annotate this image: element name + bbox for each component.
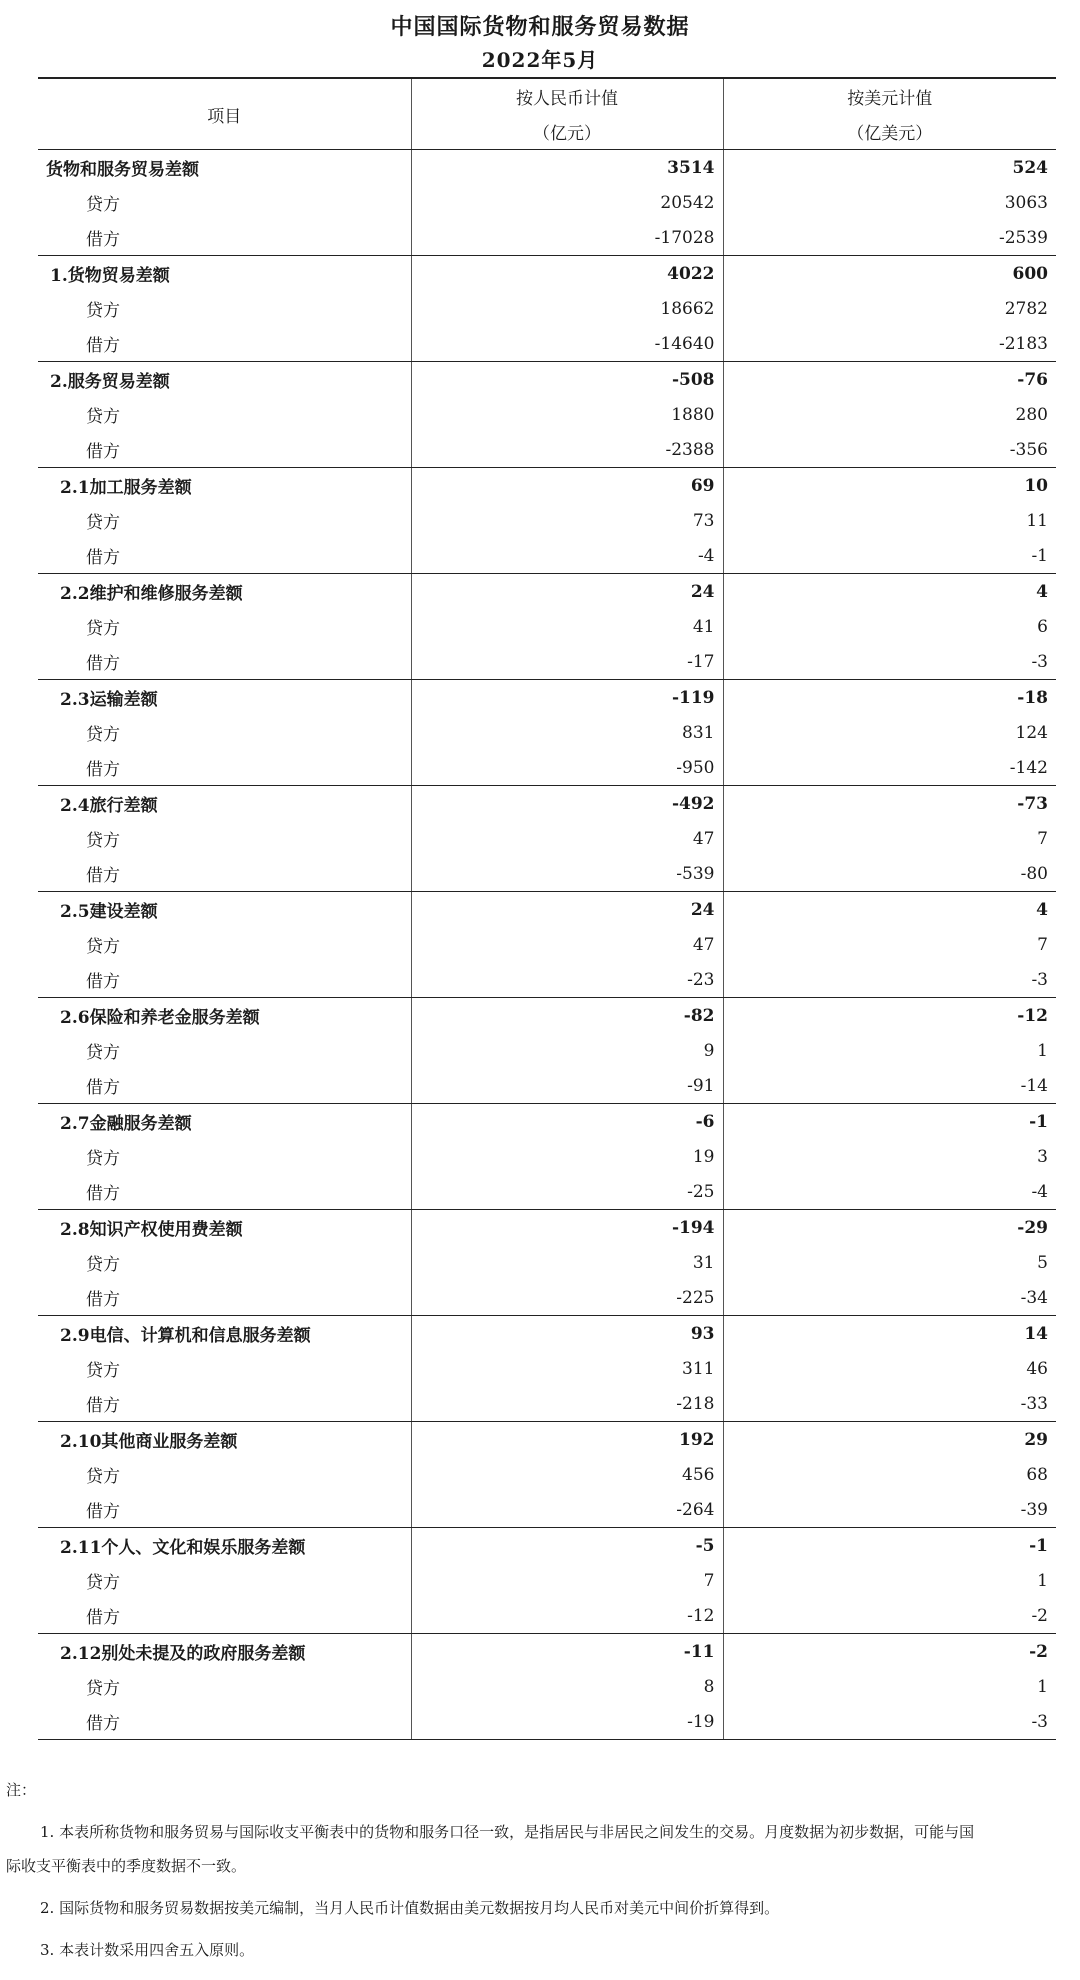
row-label: 借方: [38, 1068, 411, 1104]
row-label: 借方: [38, 1704, 411, 1740]
row-label: 2.11个人、文化和娱乐服务差额: [38, 1528, 411, 1564]
usd-value: 3: [1037, 1146, 1048, 1167]
debit-row: [38, 326, 1056, 362]
row-label: 贷方: [38, 1457, 411, 1492]
usd-value: -4: [723, 1174, 1056, 1210]
rmb-value: 19: [411, 1139, 723, 1174]
usd-value: 46: [1026, 1358, 1048, 1379]
row-label: 贷方: [38, 1245, 411, 1280]
note-1-continuation: 际收支平衡表中的季度数据不一致。: [6, 1857, 247, 1875]
debit-row: [38, 644, 1056, 680]
rmb-value: 24: [411, 574, 723, 610]
usd-value: -34: [723, 1280, 1056, 1316]
debit-row: [38, 1174, 1056, 1210]
row-label: 贷方: [38, 503, 411, 538]
table-header-row: [38, 78, 1056, 114]
debit-row: [38, 1386, 1056, 1422]
rmb-value: 311: [411, 1351, 723, 1386]
usd-value: -33: [723, 1386, 1056, 1422]
rmb-value: -19: [411, 1704, 723, 1740]
note-2: 2. 国际货物和服务贸易数据按美元编制，当月人民币计值数据由美元数据按月均人民币对美元中间价折算得到。: [40, 1899, 780, 1917]
usd-value: -39: [723, 1492, 1056, 1528]
debit-row: [38, 962, 1056, 998]
usd-value: -2539: [723, 220, 1056, 256]
row-label: 借方: [38, 1174, 411, 1210]
rmb-value: 192: [411, 1422, 723, 1458]
credit-row: [38, 185, 1056, 220]
table-body: [38, 150, 1056, 1740]
row-label: 贷方: [38, 185, 411, 220]
usd-value: 3063: [1004, 192, 1048, 213]
rmb-value: -264: [411, 1492, 723, 1528]
row-label: 2.12别处未提及的政府服务差额: [38, 1634, 411, 1670]
row-label: 1.货物贸易差额: [38, 256, 411, 292]
row-label: 货物和服务贸易差额: [38, 150, 411, 186]
credit-row: [38, 821, 1056, 856]
credit-row: [38, 715, 1056, 750]
rmb-value: 1880: [411, 397, 723, 432]
row-label: 2.7金融服务差额: [38, 1104, 411, 1140]
usd-value: -3: [723, 644, 1056, 680]
row-label: 贷方: [38, 1669, 411, 1704]
rmb-value: -539: [411, 856, 723, 892]
rmb-value: -950: [411, 750, 723, 786]
usd-value: 600: [1012, 263, 1048, 284]
credit-row: [38, 291, 1056, 326]
row-label: 借方: [38, 538, 411, 574]
rmb-value: -4: [411, 538, 723, 574]
rmb-value: -119: [411, 680, 723, 716]
usd-value: -18: [1017, 687, 1048, 708]
balance-row: [38, 892, 1056, 928]
usd-value: 4: [1036, 581, 1048, 602]
credit-row: [38, 927, 1056, 962]
rmb-value: -6: [411, 1104, 723, 1140]
rmb-value: -508: [411, 362, 723, 398]
usd-value: -142: [723, 750, 1056, 786]
usd-value: 11: [1026, 510, 1048, 531]
row-label: 借方: [38, 1386, 411, 1422]
row-label: 贷方: [38, 1033, 411, 1068]
usd-value: 7: [1037, 828, 1048, 849]
row-label: 2.5建设差额: [38, 892, 411, 928]
balance-row: [38, 1104, 1056, 1140]
usd-value: -1: [723, 538, 1056, 574]
rmb-value: 9: [411, 1033, 723, 1068]
balance-row: [38, 256, 1056, 292]
rmb-value: -25: [411, 1174, 723, 1210]
usd-value: -80: [723, 856, 1056, 892]
usd-value: 1: [1037, 1676, 1048, 1697]
rmb-value: -14640: [411, 326, 723, 362]
row-label: 借方: [38, 856, 411, 892]
debit-row: [38, 750, 1056, 786]
usd-value: -1: [1029, 1535, 1048, 1556]
header-item: 项目: [38, 78, 411, 150]
usd-value: 2782: [1004, 298, 1048, 319]
balance-row: [38, 574, 1056, 610]
debit-row: [38, 1492, 1056, 1528]
row-label: 2.服务贸易差额: [38, 362, 411, 398]
row-label: 贷方: [38, 291, 411, 326]
rmb-value: 69: [411, 468, 723, 504]
credit-row: [38, 1457, 1056, 1492]
row-label: 借方: [38, 326, 411, 362]
balance-row: [38, 1528, 1056, 1564]
rmb-value: -12: [411, 1598, 723, 1634]
rmb-value: 456: [411, 1457, 723, 1492]
page-title: 中国国际货物和服务贸易数据: [390, 14, 690, 40]
usd-value: 68: [1026, 1464, 1048, 1485]
balance-row: [38, 468, 1056, 504]
usd-value: -3: [723, 962, 1056, 998]
rmb-value: 47: [411, 927, 723, 962]
row-label: 贷方: [38, 715, 411, 750]
row-label: 2.2维护和维修服务差额: [38, 574, 411, 610]
usd-value: 280: [1015, 404, 1048, 425]
usd-value: -2: [723, 1598, 1056, 1634]
credit-row: [38, 1139, 1056, 1174]
credit-row: [38, 397, 1056, 432]
rmb-value: -492: [411, 786, 723, 822]
credit-row: [38, 1245, 1056, 1280]
rmb-value: -17028: [411, 220, 723, 256]
rmb-value: -23: [411, 962, 723, 998]
usd-value: 1: [1037, 1040, 1048, 1061]
row-label: 2.1加工服务差额: [38, 468, 411, 504]
usd-value: -29: [1017, 1217, 1048, 1238]
credit-row: [38, 609, 1056, 644]
rmb-value: 47: [411, 821, 723, 856]
credit-row: [38, 1033, 1056, 1068]
balance-row: [38, 1316, 1056, 1352]
balance-row: [38, 1210, 1056, 1246]
usd-value: 10: [1024, 475, 1048, 496]
rmb-value: -82: [411, 998, 723, 1034]
notes-label: 注：: [6, 1781, 37, 1799]
row-label: 借方: [38, 962, 411, 998]
usd-value: 4: [1036, 899, 1048, 920]
usd-value: 14: [1024, 1323, 1048, 1344]
usd-value: -3: [723, 1704, 1056, 1740]
rmb-value: 31: [411, 1245, 723, 1280]
header-usd: 按美元计值: [723, 78, 1056, 114]
balance-row: [38, 998, 1056, 1034]
balance-row: [38, 680, 1056, 716]
rmb-value: 20542: [411, 185, 723, 220]
debit-row: [38, 1704, 1056, 1740]
row-label: 借方: [38, 432, 411, 468]
usd-value: 7: [1037, 934, 1048, 955]
rmb-value: -11: [411, 1634, 723, 1670]
row-label: 贷方: [38, 927, 411, 962]
rmb-value: -91: [411, 1068, 723, 1104]
usd-value: -76: [1017, 369, 1048, 390]
row-label: 贷方: [38, 1139, 411, 1174]
usd-value: -12: [1017, 1005, 1048, 1026]
credit-row: [38, 1563, 1056, 1598]
balance-row: [38, 1422, 1056, 1458]
rmb-value: -5: [411, 1528, 723, 1564]
balance-row: [38, 1634, 1056, 1670]
row-label: 2.9电信、计算机和信息服务差额: [38, 1316, 411, 1352]
rmb-value: -218: [411, 1386, 723, 1422]
row-label: 2.3运输差额: [38, 680, 411, 716]
header-usd-unit: （亿美元）: [723, 114, 1056, 150]
row-label: 借方: [38, 220, 411, 256]
credit-row: [38, 1351, 1056, 1386]
rmb-value: 4022: [411, 256, 723, 292]
rmb-value: 93: [411, 1316, 723, 1352]
row-label: 2.8知识产权使用费差额: [38, 1210, 411, 1246]
balance-row: [38, 150, 1056, 186]
debit-row: [38, 856, 1056, 892]
debit-row: [38, 538, 1056, 574]
row-label: 贷方: [38, 397, 411, 432]
usd-value: 524: [1012, 157, 1048, 178]
rmb-value: -194: [411, 1210, 723, 1246]
trade-data-table: [38, 77, 1056, 1740]
row-label: 2.4旅行差额: [38, 786, 411, 822]
row-label: 借方: [38, 1492, 411, 1528]
row-label: 借方: [38, 1280, 411, 1316]
rmb-value: 24: [411, 892, 723, 928]
row-label: 2.6保险和养老金服务差额: [38, 998, 411, 1034]
rmb-value: 73: [411, 503, 723, 538]
usd-value: 6: [1037, 616, 1048, 637]
usd-value: 5: [1037, 1252, 1048, 1273]
usd-value: -2183: [723, 326, 1056, 362]
credit-row: [38, 1669, 1056, 1704]
rmb-value: -2388: [411, 432, 723, 468]
usd-value: -1: [1029, 1111, 1048, 1132]
rmb-value: 3514: [411, 150, 723, 186]
rmb-value: 8: [411, 1669, 723, 1704]
rmb-value: 41: [411, 609, 723, 644]
row-label: 贷方: [38, 821, 411, 856]
header-rmb-unit: （亿元）: [411, 114, 723, 150]
note-1: 1. 本表所称货物和服务贸易与国际收支平衡表中的货物和服务口径一致，是指居民与非居民之间发生的交易。月度数据为初步数据，可能与国: [40, 1823, 975, 1841]
page-subtitle: 2022年5月: [481, 48, 599, 72]
debit-row: [38, 1068, 1056, 1104]
usd-value: 124: [1015, 722, 1048, 743]
row-label: 贷方: [38, 1563, 411, 1598]
credit-row: [38, 503, 1056, 538]
debit-row: [38, 432, 1056, 468]
usd-value: 29: [1024, 1429, 1048, 1450]
rmb-value: -225: [411, 1280, 723, 1316]
debit-row: [38, 1598, 1056, 1634]
rmb-value: 831: [411, 715, 723, 750]
usd-value: 1: [1037, 1570, 1048, 1591]
debit-row: [38, 1280, 1056, 1316]
balance-row: [38, 362, 1056, 398]
rmb-value: -17: [411, 644, 723, 680]
row-label: 贷方: [38, 609, 411, 644]
rmb-value: 7: [411, 1563, 723, 1598]
header-rmb: 按人民币计值: [411, 78, 723, 114]
row-label: 贷方: [38, 1351, 411, 1386]
rmb-value: 18662: [411, 291, 723, 326]
usd-value: -73: [1017, 793, 1048, 814]
row-label: 借方: [38, 750, 411, 786]
row-label: 借方: [38, 1598, 411, 1634]
row-label: 借方: [38, 644, 411, 680]
row-label: 2.10其他商业服务差额: [38, 1422, 411, 1458]
usd-value: -14: [723, 1068, 1056, 1104]
balance-row: [38, 786, 1056, 822]
debit-row: [38, 220, 1056, 256]
usd-value: -2: [1029, 1641, 1048, 1662]
usd-value: -356: [723, 432, 1056, 468]
note-3: 3. 本表计数采用四舍五入原则。: [40, 1941, 255, 1959]
